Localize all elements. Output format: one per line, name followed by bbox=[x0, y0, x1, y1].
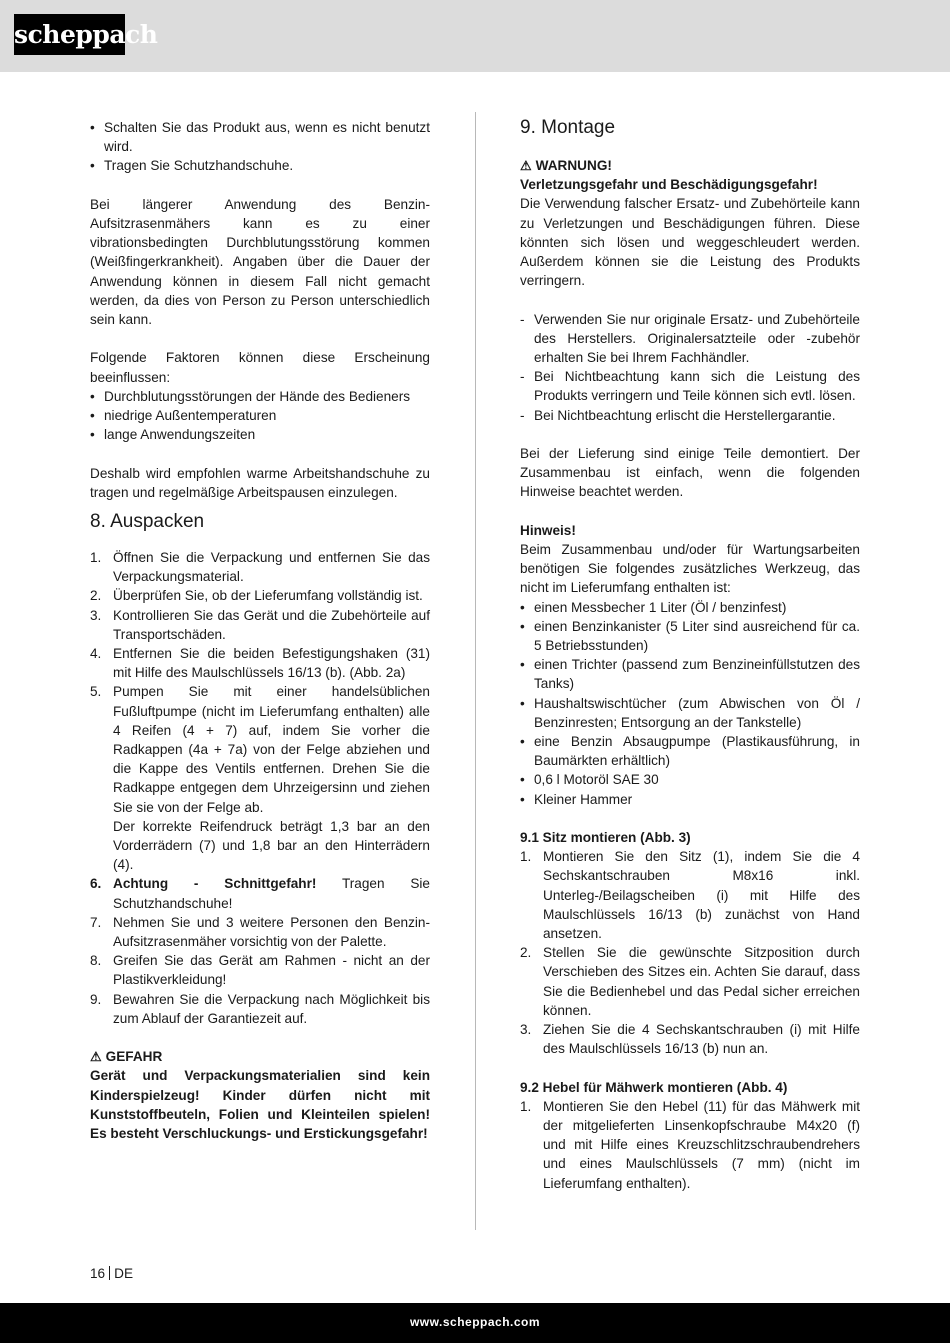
header-bar bbox=[0, 0, 950, 72]
list-item: • niedrige Außentemperaturen bbox=[90, 406, 430, 425]
list-item: • einen Benzinkanister (5 Liter sind ausreichend für ca. 5 Betriebsstunden) bbox=[520, 617, 860, 655]
hint-heading: Hinweis! bbox=[520, 522, 576, 538]
list-item: 8. Greifen Sie das Gerät am Rahmen - nicht an der Plastikverkleidung! bbox=[90, 953, 430, 988]
footer-bar bbox=[0, 1303, 950, 1343]
list-item: • Tragen Sie Schutzhandschuhe. bbox=[90, 156, 430, 175]
factors-list bbox=[90, 387, 430, 445]
safety-bullet-list bbox=[90, 118, 430, 176]
list-item: • einen Trichter (passend zum Benzineinfüllstutzen des Tanks) bbox=[520, 655, 860, 693]
list-item: • einen Messbecher 1 Liter (Öl / benzinfest) bbox=[520, 598, 860, 617]
list-item: - Bei Nichtbeachtung kann sich die Leistung des Produkts verringern und Teile können sich evtl. lösen. bbox=[520, 367, 860, 405]
list-item: 7. Nehmen Sie und 3 weitere Personen den Benzin-Aufsitzrasenmäher vorsichtig von der Palette. bbox=[90, 914, 430, 950]
list-item: 3. Kontrollieren Sie das Gerät und die Zubehörteile auf Transportschäden. bbox=[90, 607, 430, 642]
list-item: • eine Benzin Absaugpumpe (Plastikausführung, in Baumärkten erhältlich) bbox=[520, 732, 860, 770]
list-item: 5. Pumpen Sie mit einer handelsüblichen Fußluftpumpe (nicht im Lieferumfang enthalten) alle 4 Reifen (4 + 7) auf, indem Sie vorher die Radkappen (4a + 7a) von der Felge abziehen und die Kappe des Ventils entfernen. Drehen Sie die Radkappe entgegen dem Uhrzeigersinn und ziehen Sie sie von der Felge ab. Der korrekte Reifendruck beträgt 1,3 bar an den Vorderrädern (7) und 1,8 bar an den Hinterrädern (4). bbox=[90, 684, 430, 873]
list-item: 3. Ziehen Sie die 4 Sechskantschrauben (i) mit Hilfe des Maulschlüssels 16/13 (b) nun an. bbox=[520, 1022, 860, 1057]
hint-text: Beim Zusammenbau und/oder für Wartungsarbeiten benötigen Sie folgendes zusätzliches Werkzeug, das nicht im Lieferumfang enthalten ist: bbox=[520, 542, 860, 596]
subsection-heading-hebel: 9.2 Hebel für Mähwerk montieren (Abb. 4) bbox=[520, 1079, 788, 1095]
list-item: • Durchblutungsstörungen der Hände des Bedieners bbox=[90, 387, 430, 406]
list-item: • lange Anwendungszeiten bbox=[90, 425, 430, 444]
recommendation-paragraph: Deshalb wird empfohlen warme Arbeitshandschuhe zu tragen und regelmäßige Arbeitspausen einzulegen. bbox=[90, 465, 430, 500]
warning-heading: ⚠ WARNUNG! bbox=[520, 158, 612, 173]
list-item: 4. Entfernen Sie die beiden Befestigungshaken (31) mit Hilfe des Maulschlüssels 16/13 (b). (Abb. 2a) bbox=[90, 646, 430, 681]
right-column bbox=[520, 118, 860, 1193]
left-column bbox=[90, 118, 430, 1143]
list-item: • Schalten Sie das Produkt aus, wenn es nicht benutzt wird. bbox=[90, 118, 430, 156]
list-item: • Kleiner Hammer bbox=[520, 790, 860, 809]
warning-subtitle: Verletzungsgefahr und Beschädigungsgefahr! bbox=[520, 177, 818, 193]
seat-steps bbox=[520, 847, 860, 1058]
factors-intro: Folgende Faktoren können diese Erscheinung beeinflussen: bbox=[90, 350, 430, 385]
list-item: 1. Öffnen Sie die Verpackung und entfernen Sie das Verpackungsmaterial. bbox=[90, 550, 430, 585]
column-divider bbox=[475, 112, 476, 1230]
danger-text: Gerät und Verpackungsmaterialien sind kein Kinderspielzeug! Kinder dürfen nicht mit Kunststoffbeuteln, Folien und Kleinteilen spielen! Es besteht Verschluckungs- und Erstickungsgefahr! bbox=[90, 1068, 430, 1142]
warning-triangle-icon: ⚠ bbox=[520, 158, 532, 173]
list-item: • 0,6 l Motoröl SAE 30 bbox=[520, 770, 860, 789]
parts-dash-list bbox=[520, 310, 860, 425]
list-item: 9. Bewahren Sie die Verpackung nach Möglichkeit bis zum Ablauf der Garantiezeit auf. bbox=[90, 991, 430, 1026]
brand-logo: scheppach bbox=[14, 14, 125, 55]
tools-list bbox=[520, 598, 860, 809]
unpacking-steps bbox=[90, 548, 430, 1028]
website-link[interactable]: www.scheppach.com bbox=[409, 1315, 541, 1329]
list-item: 1. Montieren Sie den Hebel (11) für das Mähwerk mit der mitgelieferten Linsenkopfschraube M4x20 (f) und mit Hilfe eines Kreuzschlitzschraubendrehers und eines Maulschlüssels (7 mm) (nicht im Lieferumfang enthalten). bbox=[520, 1098, 860, 1191]
danger-heading: ⚠ GEFAHR bbox=[90, 1049, 163, 1065]
delivery-paragraph: Bei der Lieferung sind einige Teile demontiert. Der Zusammenbau ist einfach, wenn die folgenden Hinweise beachtet werden. bbox=[520, 446, 860, 500]
list-item: - Bei Nichtbeachtung erlischt die Herstellergarantie. bbox=[520, 406, 860, 425]
list-item: 2. Überprüfen Sie, ob der Lieferumfang vollständig ist. bbox=[90, 588, 423, 604]
list-item: 2. Stellen Sie die gewünschte Sitzposition durch Verschieben des Sitzes ein. Achten Sie darauf, dass Sie die Bedienhebel und das Pedal sicher erreichen können. bbox=[520, 945, 860, 1018]
page-number: 16 DE bbox=[90, 1266, 134, 1281]
list-item: 6. Achtung - Schnittgefahr! Tragen Sie Schutzhandschuhe! bbox=[90, 876, 430, 911]
section-heading-montage: 9. Montage bbox=[520, 117, 616, 138]
warning-text: Die Verwendung falscher Ersatz- und Zubehörteile kann zu Verletzungen und Beschädigungen führen. Diese könnten sich lösen und weggeschleudert werden. Außerdem können sie die Leistung des Produkts verringern. bbox=[520, 196, 860, 289]
list-item: • Haushaltswischtücher (zum Abwischen von Öl / Benzinresten; Entsorgung an der Tankstelle) bbox=[520, 694, 860, 732]
subsection-heading-sitz: 9.1 Sitz montieren (Abb. 3) bbox=[520, 830, 691, 846]
section-heading-auspacken: 8. Auspacken bbox=[90, 511, 205, 533]
warning-triangle-icon: ⚠ bbox=[90, 1049, 102, 1065]
list-item: 1. Montieren Sie den Sitz (1), indem Sie die 4 Sechskantschrauben M8x16 inkl. Unterleg-/Beilagscheiben (i) mit Hilfe des Maulschlüssels 16/13 (b) zunächst von Hand ansetzen. bbox=[520, 849, 860, 942]
vibration-paragraph: Bei längerer Anwendung des Benzin-Aufsitzrasenmähers kann es zu einer vibrationsbedingten Durchblutungsstörung kommen (Weißfingerkrankheit). Angaben über die Dauer der Anwendung können in diesem Fall nicht gemacht werden, da dies von Person zu Person unterschiedlich sein kann. bbox=[90, 196, 430, 328]
lever-steps bbox=[520, 1097, 860, 1193]
list-item: - Verwenden Sie nur originale Ersatz- und Zubehörteile des Herstellers. Originalersatzteile oder -zubehör erhalten Sie bei Ihrem Fachhändler. bbox=[520, 310, 860, 368]
